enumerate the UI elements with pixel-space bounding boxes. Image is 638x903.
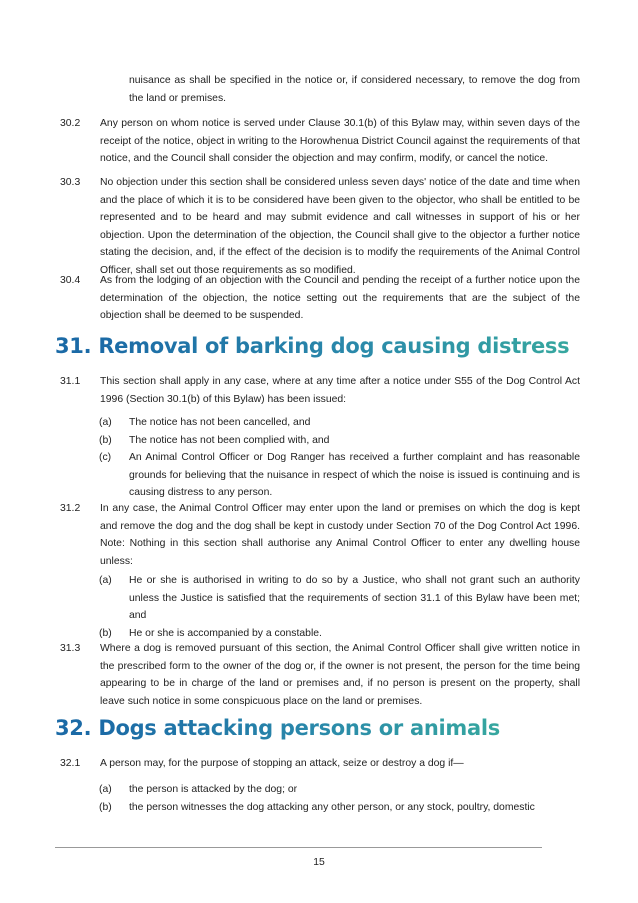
clause-30-2: [60, 115, 580, 168]
section-number: 31.: [55, 334, 92, 358]
section-number: 32.: [55, 716, 92, 740]
footer-divider: [55, 847, 542, 848]
item-text: the person witnesses the dog attacking any other person, or any stock, poultry, domestic: [129, 801, 535, 813]
clause-text: No objection under this section shall be considered unless seven days' notice of the date and time when and the place of which it is to be considered have been given to the objector, who shall be entitled to be represented and to be heard and may submit evidence and call witnesses in support of his or her objection. Upon the determination of the objection, the Council shall give to the objector a further notice stating the decision, and, if the effect of the decision is to modify the requirements of the Animal Control Officer, shall set out those requirements as so modified.: [100, 177, 580, 276]
clause-number: 30.3: [60, 177, 81, 188]
section-31-heading: [55, 333, 569, 359]
clause-text: Any person on whom notice is served under Clause 30.1(b) of this Bylaw may, within seven days of the receipt of the notice, object in writing to the Horowhenua District Council against the requirements of that notice, and the Council shall consider the objection and may confirm, modify, or cancel the notice.: [100, 118, 580, 164]
clause-number: 31.3: [60, 643, 81, 654]
clause-32-1-items: [99, 781, 580, 816]
clause-number: 30.4: [60, 275, 81, 286]
continuation-text: nuisance as shall be specified in the notice or, if considered necessary, to remove the dog from the land or premises.: [129, 75, 580, 104]
section-title: Removal of barking dog causing distress: [98, 334, 570, 358]
clause-text: A person may, for the purpose of stopping an attack, seize or destroy a dog if—: [100, 758, 464, 769]
item-text: An Animal Control Officer or Dog Ranger has received a further complaint and has reasonable grounds for believing that the nuisance in respect of which the noise is issued is continuing and is causing distress to any person.: [129, 452, 580, 498]
list-item: [99, 799, 580, 817]
clause-30-4: [60, 272, 580, 325]
item-text: The notice has not been cancelled, and: [129, 417, 311, 428]
item-label: (b): [99, 801, 112, 813]
clause-31-3: [60, 640, 580, 710]
item-label: (b): [99, 627, 112, 639]
item-label: (c): [99, 452, 112, 463]
item-label: (b): [99, 434, 112, 446]
item-text: He or she is authorised in writing to do so by a Justice, who shall not grant such an authority unless the Justice is satisfied that the requirements of section 31.1 of this Bylaw have been met; and: [129, 575, 580, 621]
item-text: the person is attacked by the dog; or: [129, 784, 298, 795]
clause-30-3: [60, 174, 580, 279]
clause-31-1-items: [99, 414, 580, 502]
clause-text: Where a dog is removed pursuant of this section, the Animal Control Officer shall give written notice in the prescribed form to the owner of the dog or, if the owner is not present, the person for the time being appearing to be in charge of the land or premises and, if no person is present on the property, shall leave such notice in some conspicuous place on the land or premises.: [100, 643, 580, 707]
section-title: Dogs attacking persons or animals: [98, 716, 500, 740]
item-label: (a): [99, 575, 112, 586]
clause-number: 30.2: [60, 118, 81, 129]
clause-text: This section shall apply in any case, where at any time after a notice under S55 of the Dog Control Act 1996 (Section 30.1(b) of this Bylaw) has been issued:: [100, 376, 580, 405]
list-item: [99, 449, 580, 502]
list-item: [99, 432, 580, 450]
section-32-heading: [55, 715, 500, 741]
clause-number: 31.1: [60, 376, 81, 387]
page-number: 15: [313, 857, 325, 868]
item-label: (a): [99, 784, 112, 795]
list-item: [99, 572, 580, 625]
clause-number: 32.1: [60, 758, 81, 769]
clause-31-2: [60, 500, 580, 570]
clause-32-1: [60, 755, 580, 773]
item-text: The notice has not been complied with, and: [129, 434, 330, 446]
list-item: [99, 781, 580, 799]
clause-number: 31.2: [60, 503, 81, 514]
list-item: [99, 414, 580, 432]
clause-text: As from the lodging of an objection with the Council and pending the receipt of a further notice upon the determination of the objection, the notice setting out the requirements that are the subject of the objection shall be deemed to be suspended.: [100, 275, 580, 321]
clause-31-2-items: [99, 572, 580, 642]
item-text: He or she is accompanied by a constable.: [129, 627, 322, 639]
item-label: (a): [99, 417, 112, 428]
clause-text: In any case, the Animal Control Officer may enter upon the land or premises on which the dog is kept and remove the dog and the dog shall be kept in custody under Section 70 of the Dog Control Act 1996. Note: Nothing in this section shall authorise any Animal Control Officer to enter any dwelling house unless:: [100, 503, 580, 567]
clause-31-1: [60, 373, 580, 408]
